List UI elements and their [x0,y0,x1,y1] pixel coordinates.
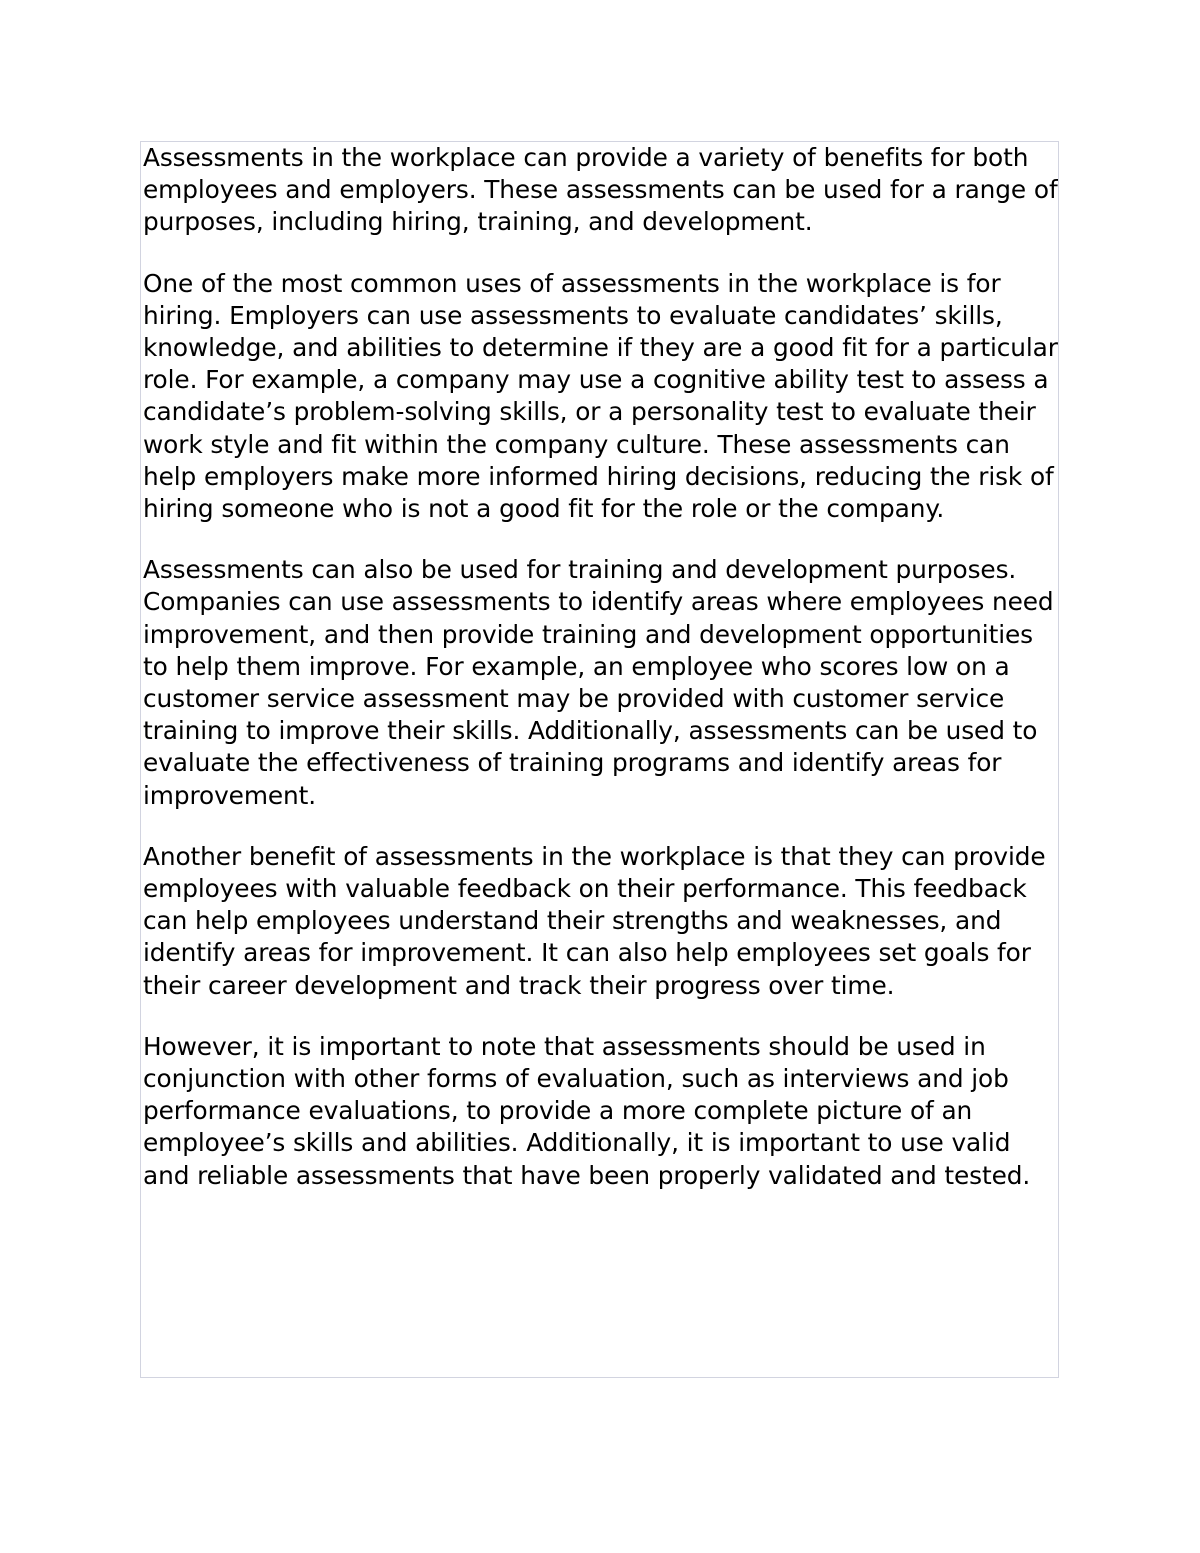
paragraph-intro: Assessments in the workplace can provide a variety of benefits for both employees and employers. These assessments can be used for a range of purposes, including hiring, training, and development. [143,143,1058,237]
text-box [140,141,1059,1378]
paragraph-feedback: Another benefit of assessments in the workplace is that they can provide employees with valuable feedback on their performance. This feedback can help employees understand their strengths and weaknesses, and identify areas for improvement. It can also help employees set goals for their career development and track their progress over time. [143,841,1046,1000]
paragraph-training: Assessments can also be used for training and development purposes. Companies can use assessments to identify areas where employees need improvement, and then provide training and development opportunities to help them improve. For example, an employee who scores low on a customer service assessment may be provided with customer service training to improve their skills. Additionally, assessments can be used to evaluate the effectiveness of training programs and identify areas for improvement. [143,555,1054,810]
paragraph-caveat: However, it is important to note that assessments should be used in conjunction with other forms of evaluation, such as interviews and job performance evaluations, to provide a more complete picture of an employee’s skills and abilities. Additionally, it is important to use valid and reliable assessments that have been properly validated and tested. [143,1031,1031,1190]
paragraph-hiring: One of the most common uses of assessments in the workplace is for hiring. Employers can use assessments to evaluate candidates’ skills, knowledge, and abilities to determine if they are a good fit for a particular role. For example, a company may use a cognitive ability test to assess a candidate’s problem-solving skills, or a personality test to evaluate their work style and fit within the company culture. These assessments can help employers make more informed hiring decisions, reducing the risk of hiring someone who is not a good fit for the role or the company. [143,268,1058,524]
